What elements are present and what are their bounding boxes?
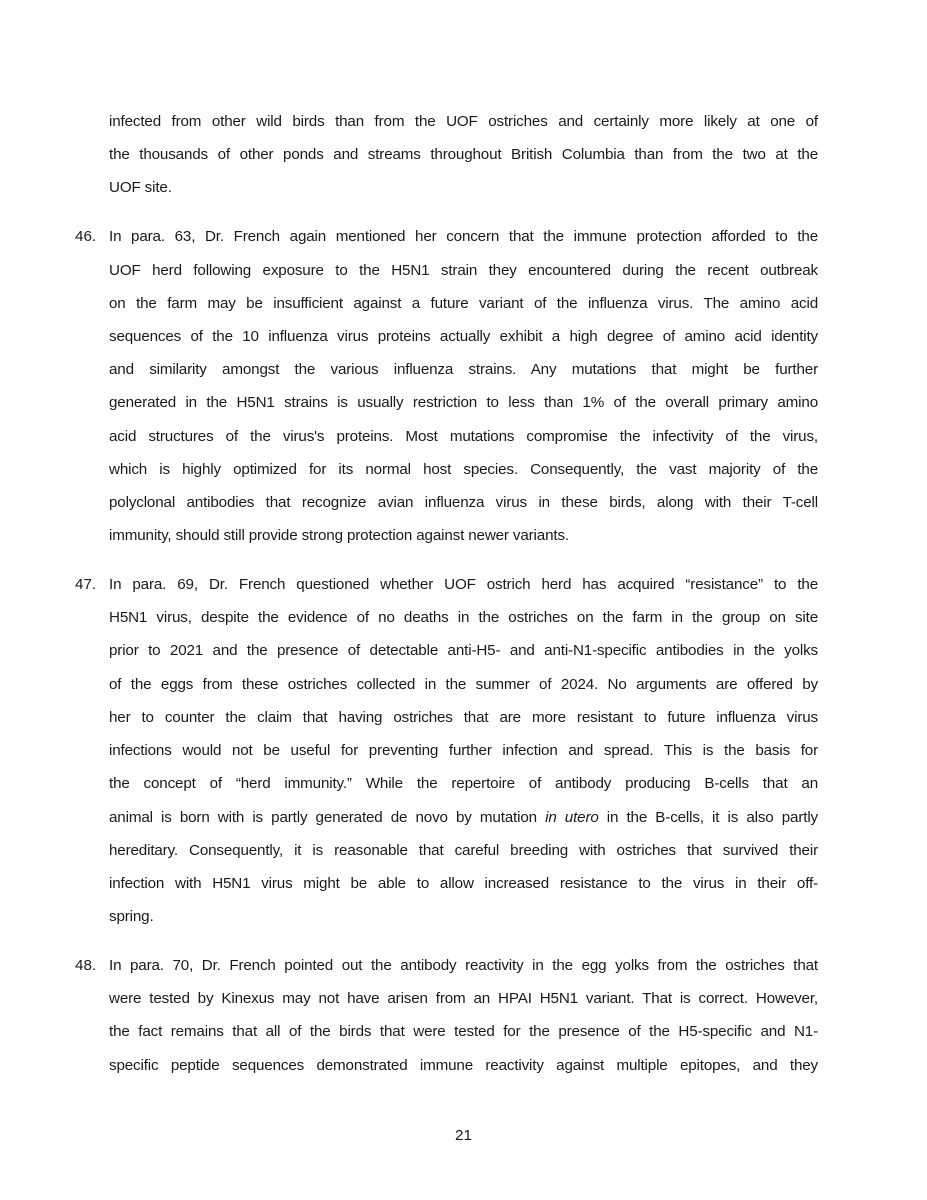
text-line: UOF site.	[109, 179, 172, 196]
paragraph-number: 47.	[75, 576, 97, 593]
text-line: the concept of “herd immunity.” While the repertoire of antibody producing B-cells that an	[109, 775, 818, 792]
text-line: infections would not be useful for preventing further infection and spread. This is the basis for	[109, 742, 818, 759]
paragraph-number: 48.	[75, 957, 97, 974]
text-line: In para. 63, Dr. French again mentioned her concern that the immune protection afforded to the	[109, 228, 818, 245]
text-line: were tested by Kinexus may not have arisen from an HPAI H5N1 variant. That is correct. However,	[109, 990, 818, 1007]
page-number: 21	[455, 1127, 472, 1144]
text-line: hereditary. Consequently, it is reasonable that careful breeding with ostriches that survived their	[109, 842, 818, 859]
text-line: In para. 70, Dr. French pointed out the antibody reactivity in the egg yolks from the ostriches that	[109, 957, 818, 974]
text-line: specific peptide sequences demonstrated immune reactivity against multiple epitopes, and they	[109, 1057, 818, 1074]
text-line: the fact remains that all of the birds that were tested for the presence of the H5-specific and N1-	[109, 1023, 818, 1040]
text-line: In para. 69, Dr. French questioned whether UOF ostrich herd has acquired “resistance” to the	[109, 576, 818, 593]
text-run: animal is born with is partly generated de novo by mutation	[109, 809, 546, 826]
text-line: UOF herd following exposure to the H5N1 strain they encountered during the recent outbreak	[109, 262, 818, 279]
text-run: in the B-cells, it is also partly	[598, 809, 818, 826]
text-line: generated in the H5N1 strains is usually restriction to less than 1% of the overall primary amino	[109, 394, 818, 411]
text-line: on the farm may be insufficient against a future variant of the influenza virus. The amino acid	[109, 295, 818, 312]
text-line: acid structures of the virus's proteins. Most mutations compromise the infectivity of the virus,	[109, 428, 818, 445]
text-line: polyclonal antibodies that recognize avian influenza virus in these birds, along with their T-cell	[109, 494, 818, 511]
text-line: H5N1 virus, despite the evidence of no deaths in the ostriches on the farm in the group on site	[109, 609, 818, 626]
text-line-with-italic	[109, 808, 818, 828]
text-line: her to counter the claim that having ostriches that are more resistant to future influenza virus	[109, 709, 818, 726]
text-line: the thousands of other ponds and streams throughout British Columbia than from the two at the	[109, 146, 818, 163]
text-line: which is highly optimized for its normal host species. Consequently, the vast majority of the	[109, 461, 818, 478]
text-line: immunity, should still provide strong protection against newer variants.	[109, 527, 569, 544]
paragraph-number: 46.	[75, 228, 97, 245]
text-line: sequences of the 10 influenza virus proteins actually exhibit a high degree of amino acid identity	[109, 328, 818, 345]
text-line: spring.	[109, 908, 154, 925]
italic-term: in utero	[545, 809, 599, 826]
text-line: and similarity amongst the various influenza strains. Any mutations that might be further	[109, 361, 818, 378]
text-line: infected from other wild birds than from the UOF ostriches and certainly more likely at one of	[109, 113, 818, 130]
text-line: infection with H5N1 virus might be able to allow increased resistance to the virus in their off-	[109, 875, 818, 892]
text-line: of the eggs from these ostriches collected in the summer of 2024. No arguments are offered by	[109, 676, 818, 693]
text-line: prior to 2021 and the presence of detectable anti-H5- and anti-N1-specific antibodies in the yolks	[109, 642, 818, 659]
